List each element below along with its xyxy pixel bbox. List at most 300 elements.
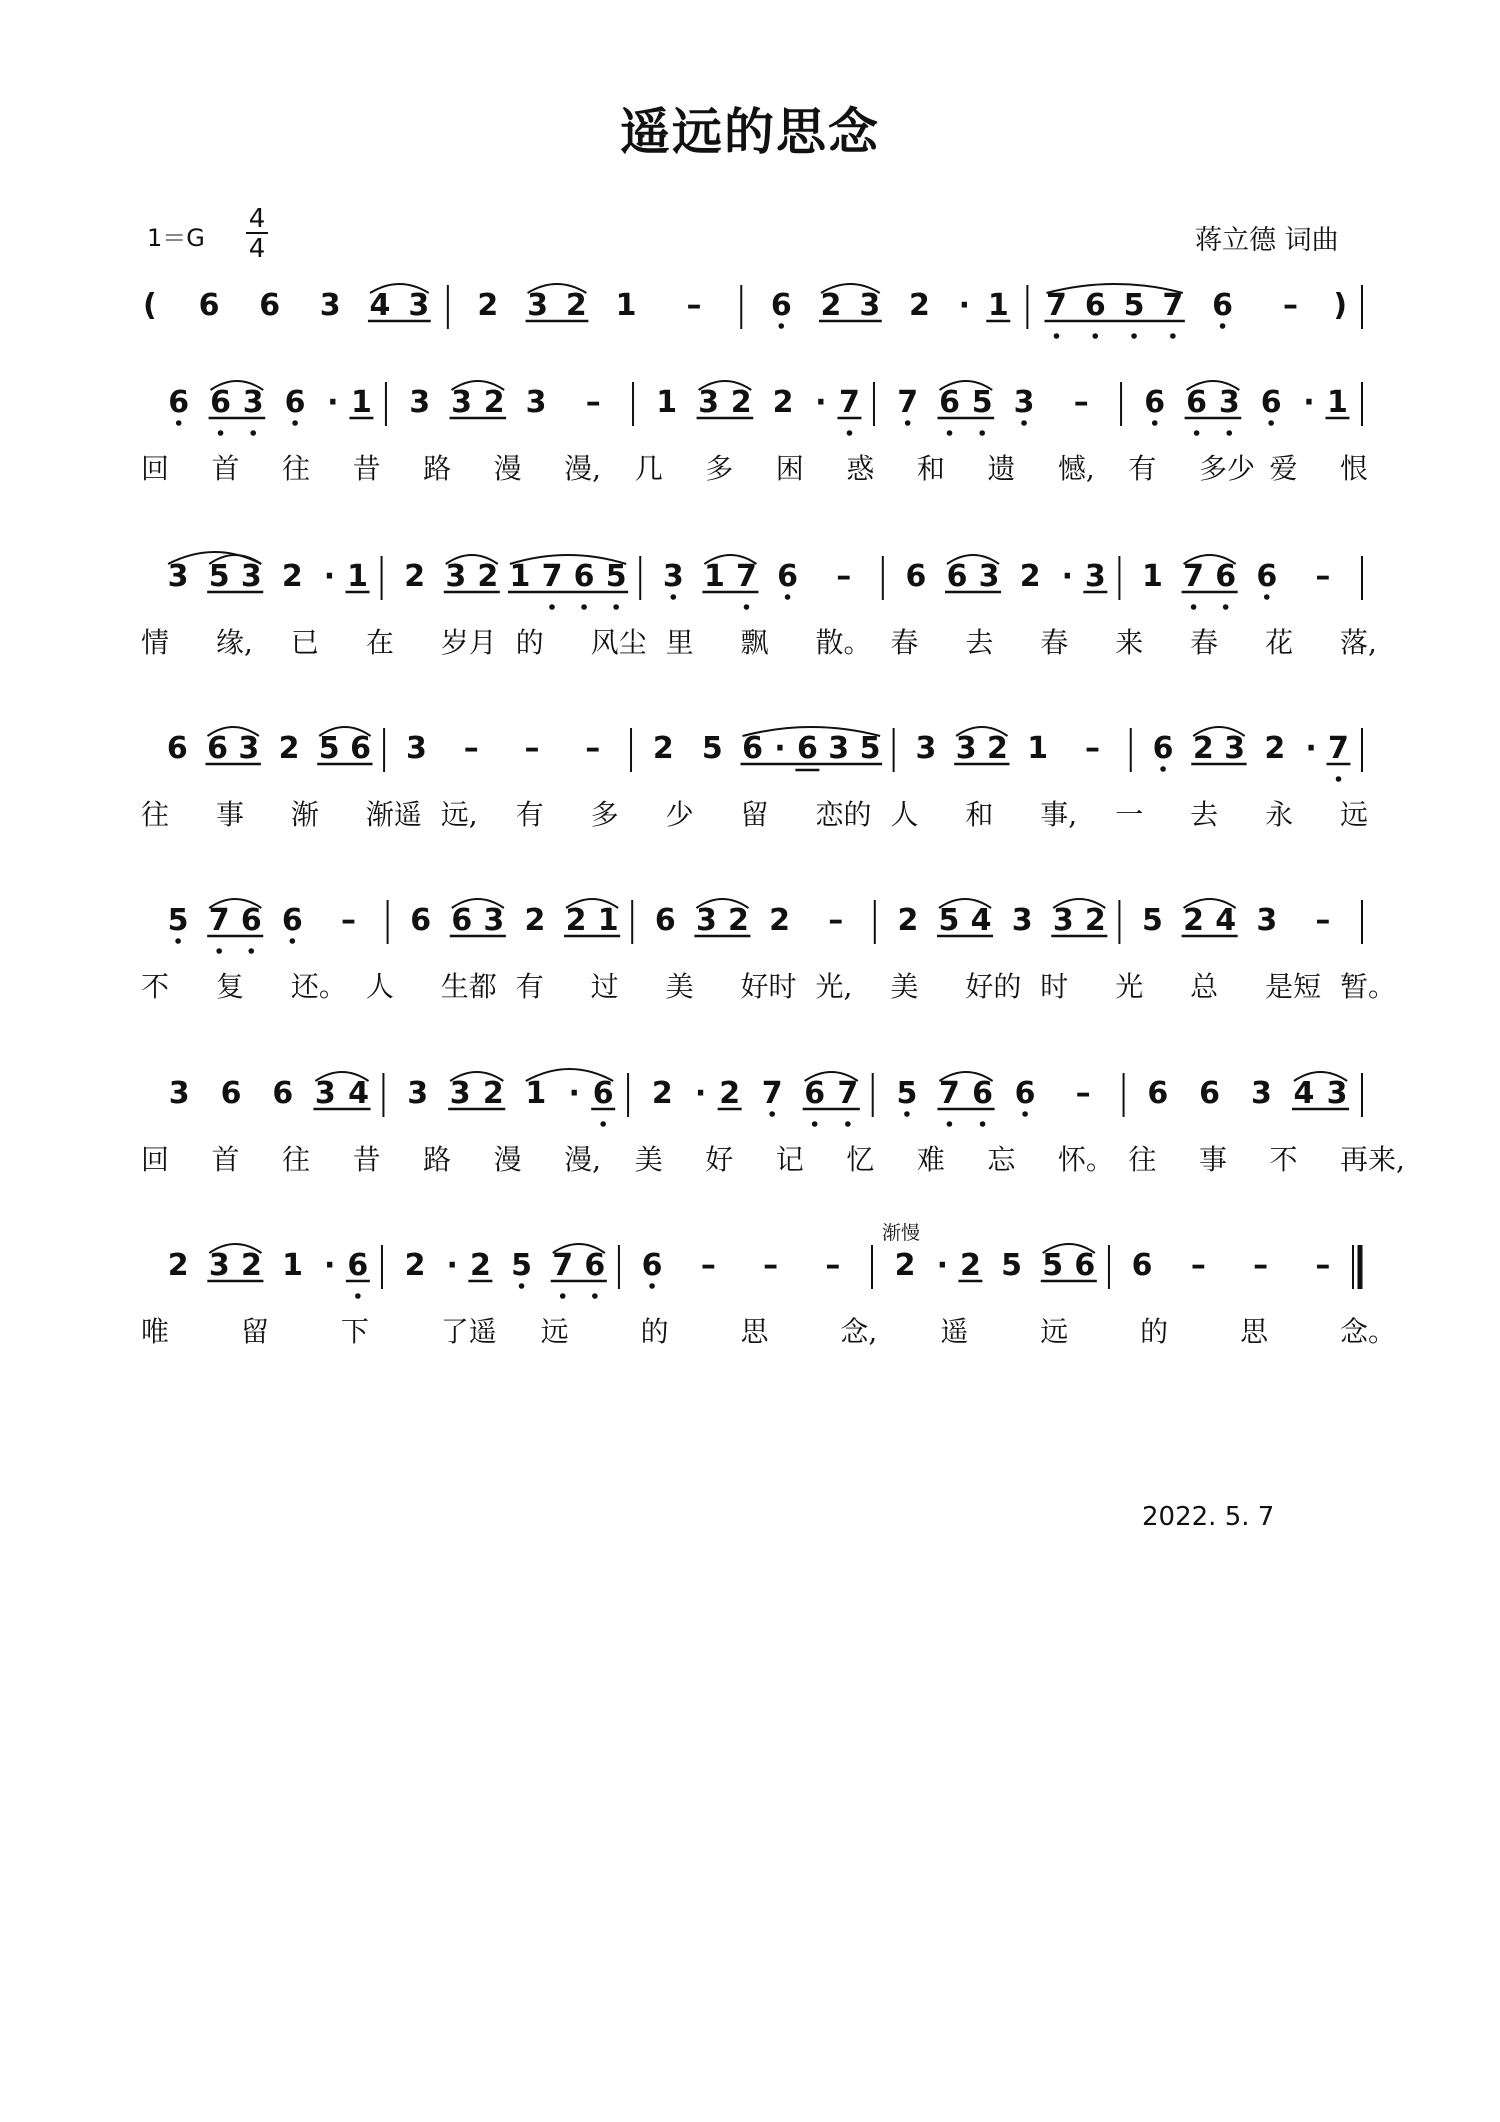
note-2: 2: [894, 1248, 916, 1283]
octave-dot-low: [744, 604, 750, 610]
dash-extension: –: [341, 903, 357, 938]
note-2: 2: [482, 1076, 504, 1111]
note-6: 6: [198, 288, 220, 323]
lyric-word: 去: [965, 626, 994, 659]
octave-dot-low: [248, 948, 254, 954]
note-6: 6: [166, 731, 188, 766]
octave-dot-low: [1336, 776, 1342, 782]
note-6: 6: [240, 903, 262, 938]
lyric-word: 下: [340, 1315, 369, 1348]
note-1: 1: [347, 559, 368, 594]
lyric-word: 忆: [846, 1143, 875, 1176]
octave-dot-low: [1194, 430, 1200, 436]
lyric-word: 爱: [1269, 452, 1298, 485]
note-2: 2: [524, 903, 546, 938]
octave-dot-low: [947, 1121, 953, 1127]
note-3: 3: [978, 559, 1000, 594]
octave-dot-low: [1021, 420, 1027, 426]
note-5: 5: [1001, 1248, 1022, 1283]
lyric-word: 留: [740, 798, 769, 831]
note-1: 1: [509, 559, 531, 594]
lyric-word: 往: [1128, 1143, 1157, 1176]
dash-extension: –: [1085, 731, 1101, 766]
dash-extension: –: [700, 1248, 716, 1283]
augmentation-dot: ·: [936, 1248, 948, 1283]
octave-dot-low: [216, 948, 222, 954]
dash-extension: –: [585, 385, 601, 420]
lyric-word: 风尘: [590, 626, 647, 659]
octave-dot-low: [1152, 420, 1158, 426]
lyric-word: 怀。: [1057, 1143, 1114, 1176]
note-6: 6: [1186, 385, 1208, 420]
octave-dot-low: [778, 323, 784, 329]
note-5: 5: [701, 731, 723, 766]
note-6: 6: [573, 559, 595, 594]
lyric-word: 过: [590, 970, 619, 1003]
augmentation-dot: ·: [446, 1248, 458, 1283]
octave-dot-low: [649, 1283, 655, 1289]
note-3: 3: [167, 559, 189, 594]
augmentation-dot: ·: [694, 1076, 707, 1111]
note-3: 3: [1224, 731, 1246, 766]
note-7: 7: [837, 1076, 859, 1111]
note-2: 2: [769, 903, 791, 938]
lyric-word: 远: [1340, 798, 1369, 831]
note-2: 2: [167, 1248, 189, 1283]
octave-dot-low: [600, 1121, 606, 1127]
lyric-word: 渐遥: [365, 798, 422, 831]
octave-dot-low: [905, 420, 911, 426]
augmentation-dot: ·: [1303, 385, 1315, 420]
octave-dot-low: [218, 430, 224, 436]
note-2: 2: [719, 1076, 741, 1111]
note-6: 6: [796, 731, 818, 766]
note-6: 6: [350, 731, 372, 766]
lyric-word: 好: [705, 1143, 734, 1176]
lyric-word: 有: [515, 798, 544, 831]
octave-dot-low: [292, 420, 298, 426]
lyric-word: 人: [890, 798, 919, 831]
note-3: 3: [859, 288, 881, 323]
lyric-word: 惑: [846, 452, 875, 485]
note-5: 5: [1123, 288, 1145, 323]
note-6: 6: [972, 1076, 994, 1111]
lyric-word: 有: [1128, 452, 1157, 485]
lyric-word: 的: [640, 1315, 669, 1348]
note-1: 1: [351, 385, 372, 420]
note-2: 2: [1019, 559, 1041, 594]
note-5: 5: [971, 385, 993, 420]
augmentation-dot: ·: [815, 385, 827, 420]
note-5: 5: [859, 731, 881, 766]
lyric-word: 回: [141, 1143, 170, 1176]
note-2: 2: [909, 288, 930, 323]
note-6: 6: [946, 559, 968, 594]
augmentation-dot: ·: [1305, 731, 1317, 766]
lyric-word: 和: [916, 452, 945, 485]
octave-dot-low: [560, 1293, 566, 1299]
lyric-word: 生都: [440, 970, 497, 1003]
note-2: 2: [477, 288, 499, 323]
note-6: 6: [1215, 559, 1237, 594]
lyric-word: 飘: [740, 626, 769, 659]
lyric-word: 了遥: [440, 1315, 497, 1348]
note-2: 2: [651, 1076, 673, 1111]
dash-extension: –: [1315, 559, 1331, 594]
lyric-word: 好的: [965, 970, 1022, 1003]
lyric-word: 往: [282, 452, 311, 485]
note-2: 2: [565, 288, 587, 323]
octave-dot-low: [979, 430, 985, 436]
octave-dot-low: [613, 604, 619, 610]
octave-dot-low: [847, 430, 853, 436]
note-3: 3: [314, 1076, 336, 1111]
note-6: 6: [272, 1076, 294, 1111]
lyric-word: 首: [211, 452, 240, 485]
octave-dot-low: [1131, 333, 1137, 339]
note-6: 6: [410, 903, 432, 938]
augmentation-dot: ·: [958, 288, 971, 323]
note-5: 5: [1042, 1248, 1064, 1283]
note-1: 1: [703, 559, 725, 594]
note-3: 3: [1084, 559, 1106, 594]
lyric-word: 忘: [987, 1143, 1016, 1176]
lyric-word: 多少: [1198, 452, 1255, 485]
note-3: 3: [238, 731, 260, 766]
note-6: 6: [347, 1248, 369, 1283]
note-2: 2: [477, 559, 499, 594]
augmentation-dot: ·: [327, 385, 339, 420]
note-2: 2: [959, 1248, 981, 1283]
dash-extension: –: [836, 559, 852, 594]
note-3: 3: [483, 903, 505, 938]
note-2: 2: [483, 385, 505, 420]
lyric-word: 情: [141, 626, 170, 659]
lyric-word: 往: [282, 1143, 311, 1176]
note-7: 7: [1162, 288, 1184, 323]
close-parenthesis: ): [1333, 288, 1348, 323]
note-3: 3: [1251, 1076, 1272, 1111]
octave-dot-low: [1092, 333, 1098, 339]
octave-dot-low: [175, 938, 181, 944]
octave-dot-low: [947, 430, 953, 436]
note-6: 6: [905, 559, 927, 594]
note-1: 1: [615, 288, 637, 323]
note-3: 3: [242, 385, 264, 420]
lyric-word: 遥: [940, 1315, 969, 1348]
octave-dot-low: [980, 1121, 986, 1127]
note-1: 1: [525, 1076, 547, 1111]
octave-dot-low: [1264, 594, 1270, 600]
lyric-word: 困: [775, 452, 804, 485]
note-6: 6: [777, 559, 799, 594]
dash-extension: –: [1282, 288, 1298, 323]
lyric-word: 思: [740, 1315, 769, 1348]
lyric-word: 美: [634, 1143, 663, 1176]
note-4: 4: [369, 288, 391, 323]
lyric-word: 远,: [440, 798, 478, 831]
note-6: 6: [210, 385, 231, 420]
octave-dot-low: [549, 604, 555, 610]
note-6: 6: [1074, 1248, 1096, 1283]
lyric-word: 昔: [352, 1143, 381, 1176]
note-3: 3: [451, 385, 472, 420]
octave-dot-low: [1268, 420, 1274, 426]
note-6: 6: [939, 385, 960, 420]
note-5: 5: [318, 731, 340, 766]
time-signature-top: 4: [248, 204, 266, 234]
augmentation-dot: ·: [323, 559, 336, 594]
lyric-word: 不: [141, 970, 170, 1003]
note-1: 1: [1142, 559, 1163, 594]
note-6: 6: [641, 1248, 663, 1283]
lyric-word: 多: [705, 452, 734, 485]
octave-dot-low: [290, 938, 296, 944]
lyric-word: 暂。: [1340, 970, 1397, 1003]
note-3: 3: [168, 1076, 190, 1111]
note-6: 6: [770, 288, 792, 323]
note-2: 2: [897, 903, 919, 938]
octave-dot-low: [1226, 430, 1232, 436]
note-1: 1: [987, 288, 1009, 323]
note-2: 2: [1192, 731, 1214, 766]
note-3: 3: [409, 385, 431, 420]
lyric-word: 多: [590, 798, 619, 831]
octave-dot-low: [904, 1111, 910, 1117]
augmentation-dot: ·: [324, 1248, 336, 1283]
open-parenthesis: (: [143, 288, 157, 323]
note-3: 3: [527, 288, 549, 323]
octave-dot-low: [581, 604, 587, 610]
octave-dot-low: [845, 1121, 851, 1127]
note-7: 7: [897, 385, 919, 420]
note-4: 4: [348, 1076, 369, 1111]
note-3: 3: [208, 1248, 230, 1283]
note-5: 5: [167, 903, 189, 938]
note-6: 6: [804, 1076, 826, 1111]
note-3: 3: [828, 731, 850, 766]
lyric-word: 时: [1040, 970, 1069, 1003]
note-5: 5: [938, 903, 960, 938]
octave-dot-low: [250, 430, 256, 436]
lyric-word: 难: [916, 1143, 945, 1176]
lyric-word: 事: [215, 798, 244, 831]
note-6: 6: [1014, 1076, 1036, 1111]
note-7: 7: [541, 559, 563, 594]
note-7: 7: [938, 1076, 960, 1111]
lyric-word: 光: [1115, 970, 1144, 1003]
note-3: 3: [955, 731, 977, 766]
lyric-word: 一: [1115, 798, 1144, 831]
note-3: 3: [695, 903, 717, 938]
note-2: 2: [987, 731, 1008, 766]
lyric-word: 几: [634, 452, 663, 485]
note-6: 6: [168, 385, 190, 420]
note-2: 2: [728, 903, 749, 938]
lyric-word: 漫,: [564, 1143, 602, 1176]
augmentation-dot: ·: [568, 1076, 580, 1111]
lyric-word: 远: [540, 1315, 569, 1348]
lyric-word: 落,: [1340, 626, 1377, 659]
lyric-word: 人: [365, 970, 394, 1003]
dash-extension: –: [463, 731, 479, 766]
lyric-word: 春: [1190, 626, 1219, 659]
dash-extension: –: [1315, 1248, 1331, 1283]
lyric-word: 来: [1115, 626, 1144, 659]
lyric-word: 念,: [840, 1315, 878, 1348]
note-6: 6: [1212, 288, 1234, 323]
octave-dot-low: [1054, 333, 1060, 339]
lyric-word: 好时: [740, 970, 797, 1003]
note-5: 5: [1142, 903, 1163, 938]
note-5: 5: [896, 1076, 918, 1111]
lyric-word: 路: [423, 452, 452, 485]
note-2: 2: [652, 731, 674, 766]
lyric-word: 恨: [1340, 452, 1369, 485]
note-2: 2: [278, 731, 300, 766]
dash-extension: –: [1315, 903, 1331, 938]
lyric-word: 里: [665, 626, 694, 659]
dash-extension: –: [686, 288, 702, 323]
note-1: 1: [656, 385, 678, 420]
augmentation-dot: ·: [774, 731, 786, 766]
note-7: 7: [1328, 731, 1349, 766]
lyric-word: 远: [1040, 1315, 1069, 1348]
lyric-word: 少: [665, 798, 694, 831]
octave-dot-low: [812, 1121, 818, 1127]
dash-extension: –: [825, 1248, 841, 1283]
lyric-word: 在: [365, 626, 394, 659]
octave-dot-low: [1160, 766, 1166, 772]
note-2: 2: [240, 1248, 262, 1283]
note-3: 3: [449, 1076, 471, 1111]
note-3: 3: [408, 288, 430, 323]
augmentation-dot: ·: [1061, 559, 1073, 594]
note-3: 3: [915, 731, 937, 766]
key-signature: 1＝G: [147, 224, 205, 252]
lyric-word: 有: [515, 970, 544, 1003]
note-6: 6: [259, 288, 281, 323]
dash-extension: –: [1073, 385, 1089, 420]
dash-extension: –: [763, 1248, 779, 1283]
title: 遥远的思念: [620, 102, 880, 161]
octave-dot-low: [1191, 604, 1197, 610]
lyric-word: 已: [290, 626, 319, 659]
note-6: 6: [1152, 731, 1174, 766]
note-6: 6: [220, 1076, 242, 1111]
octave-dot-low: [1220, 323, 1226, 329]
lyric-word: 漫,: [564, 452, 602, 485]
note-3: 3: [1013, 385, 1035, 420]
note-7: 7: [839, 385, 860, 420]
note-7: 7: [208, 903, 230, 938]
note-7: 7: [1183, 559, 1205, 594]
lyric-word: 念。: [1340, 1315, 1397, 1348]
note-6: 6: [207, 731, 228, 766]
lyric-word: 记: [775, 1143, 804, 1176]
lyric-word: 春: [890, 626, 919, 659]
note-7: 7: [1046, 288, 1067, 323]
lyric-word: 的: [1140, 1315, 1169, 1348]
lyric-word: 漫: [493, 452, 522, 485]
dash-extension: –: [1190, 1248, 1206, 1283]
note-3: 3: [445, 559, 467, 594]
dash-extension: –: [1253, 1248, 1269, 1283]
note-2: 2: [820, 288, 842, 323]
lyric-word: 缘,: [215, 626, 253, 659]
lyric-word: 渐: [290, 798, 319, 831]
lyric-word: 遗: [987, 452, 1016, 485]
octave-dot-low: [1022, 1111, 1028, 1117]
octave-dot-low: [671, 594, 677, 600]
note-6: 6: [281, 903, 303, 938]
dash-extension: –: [524, 731, 540, 766]
note-6: 6: [1084, 288, 1106, 323]
lyric-word: 唯: [141, 1315, 170, 1348]
lyric-word: 路: [423, 1143, 452, 1176]
note-3: 3: [240, 559, 262, 594]
note-6: 6: [654, 903, 676, 938]
lyric-word: 思: [1240, 1315, 1269, 1348]
octave-dot-low: [519, 1283, 525, 1289]
lyric-word: 春: [1040, 626, 1069, 659]
lyric-word: 永: [1265, 798, 1294, 831]
note-2: 2: [565, 903, 587, 938]
lyric-word: 不: [1269, 1143, 1298, 1176]
octave-dot-low: [1223, 604, 1229, 610]
note-1: 1: [597, 903, 619, 938]
octave-dot-low: [355, 1293, 361, 1299]
note-2: 2: [1183, 903, 1205, 938]
lyric-word: 美: [890, 970, 919, 1003]
lyric-word: 总: [1190, 970, 1219, 1003]
dash-extension: –: [828, 903, 844, 938]
note-1: 1: [1027, 731, 1049, 766]
dash-extension: –: [585, 731, 601, 766]
note-3: 3: [1011, 903, 1033, 938]
time-signature-bottom: 4: [246, 232, 268, 262]
octave-dot-low: [176, 420, 182, 426]
note-5: 5: [208, 559, 230, 594]
lyric-word: 回: [141, 452, 170, 485]
lyric-word: 散。: [815, 626, 872, 659]
note-6: 6: [584, 1248, 606, 1283]
lyric-word: 岁月: [440, 626, 497, 659]
note-3: 3: [662, 559, 684, 594]
lyric-word: 留: [240, 1315, 269, 1348]
octave-dot-low: [769, 1111, 775, 1117]
note-3: 3: [319, 288, 341, 323]
note-3: 3: [405, 731, 427, 766]
author-credit: 蒋立德 词曲: [1195, 225, 1339, 256]
note-5: 5: [511, 1248, 532, 1283]
note-6: 6: [1199, 1076, 1221, 1111]
lyric-word: 的: [515, 626, 544, 659]
note-2: 2: [772, 385, 794, 420]
lyric-word: 恋的: [815, 798, 872, 831]
lyric-word: 憾,: [1057, 452, 1095, 485]
note-6: 6: [1147, 1076, 1169, 1111]
note-6: 6: [1144, 385, 1166, 420]
note-2: 2: [281, 559, 303, 594]
lyric-word: 复: [215, 970, 244, 1003]
tempo-marking: 渐慢: [882, 1222, 921, 1244]
note-2: 2: [404, 1248, 426, 1283]
note-3: 3: [407, 1076, 429, 1111]
note-4: 4: [1215, 903, 1237, 938]
lyric-word: 光,: [815, 970, 853, 1003]
octave-dot-low: [592, 1293, 598, 1299]
